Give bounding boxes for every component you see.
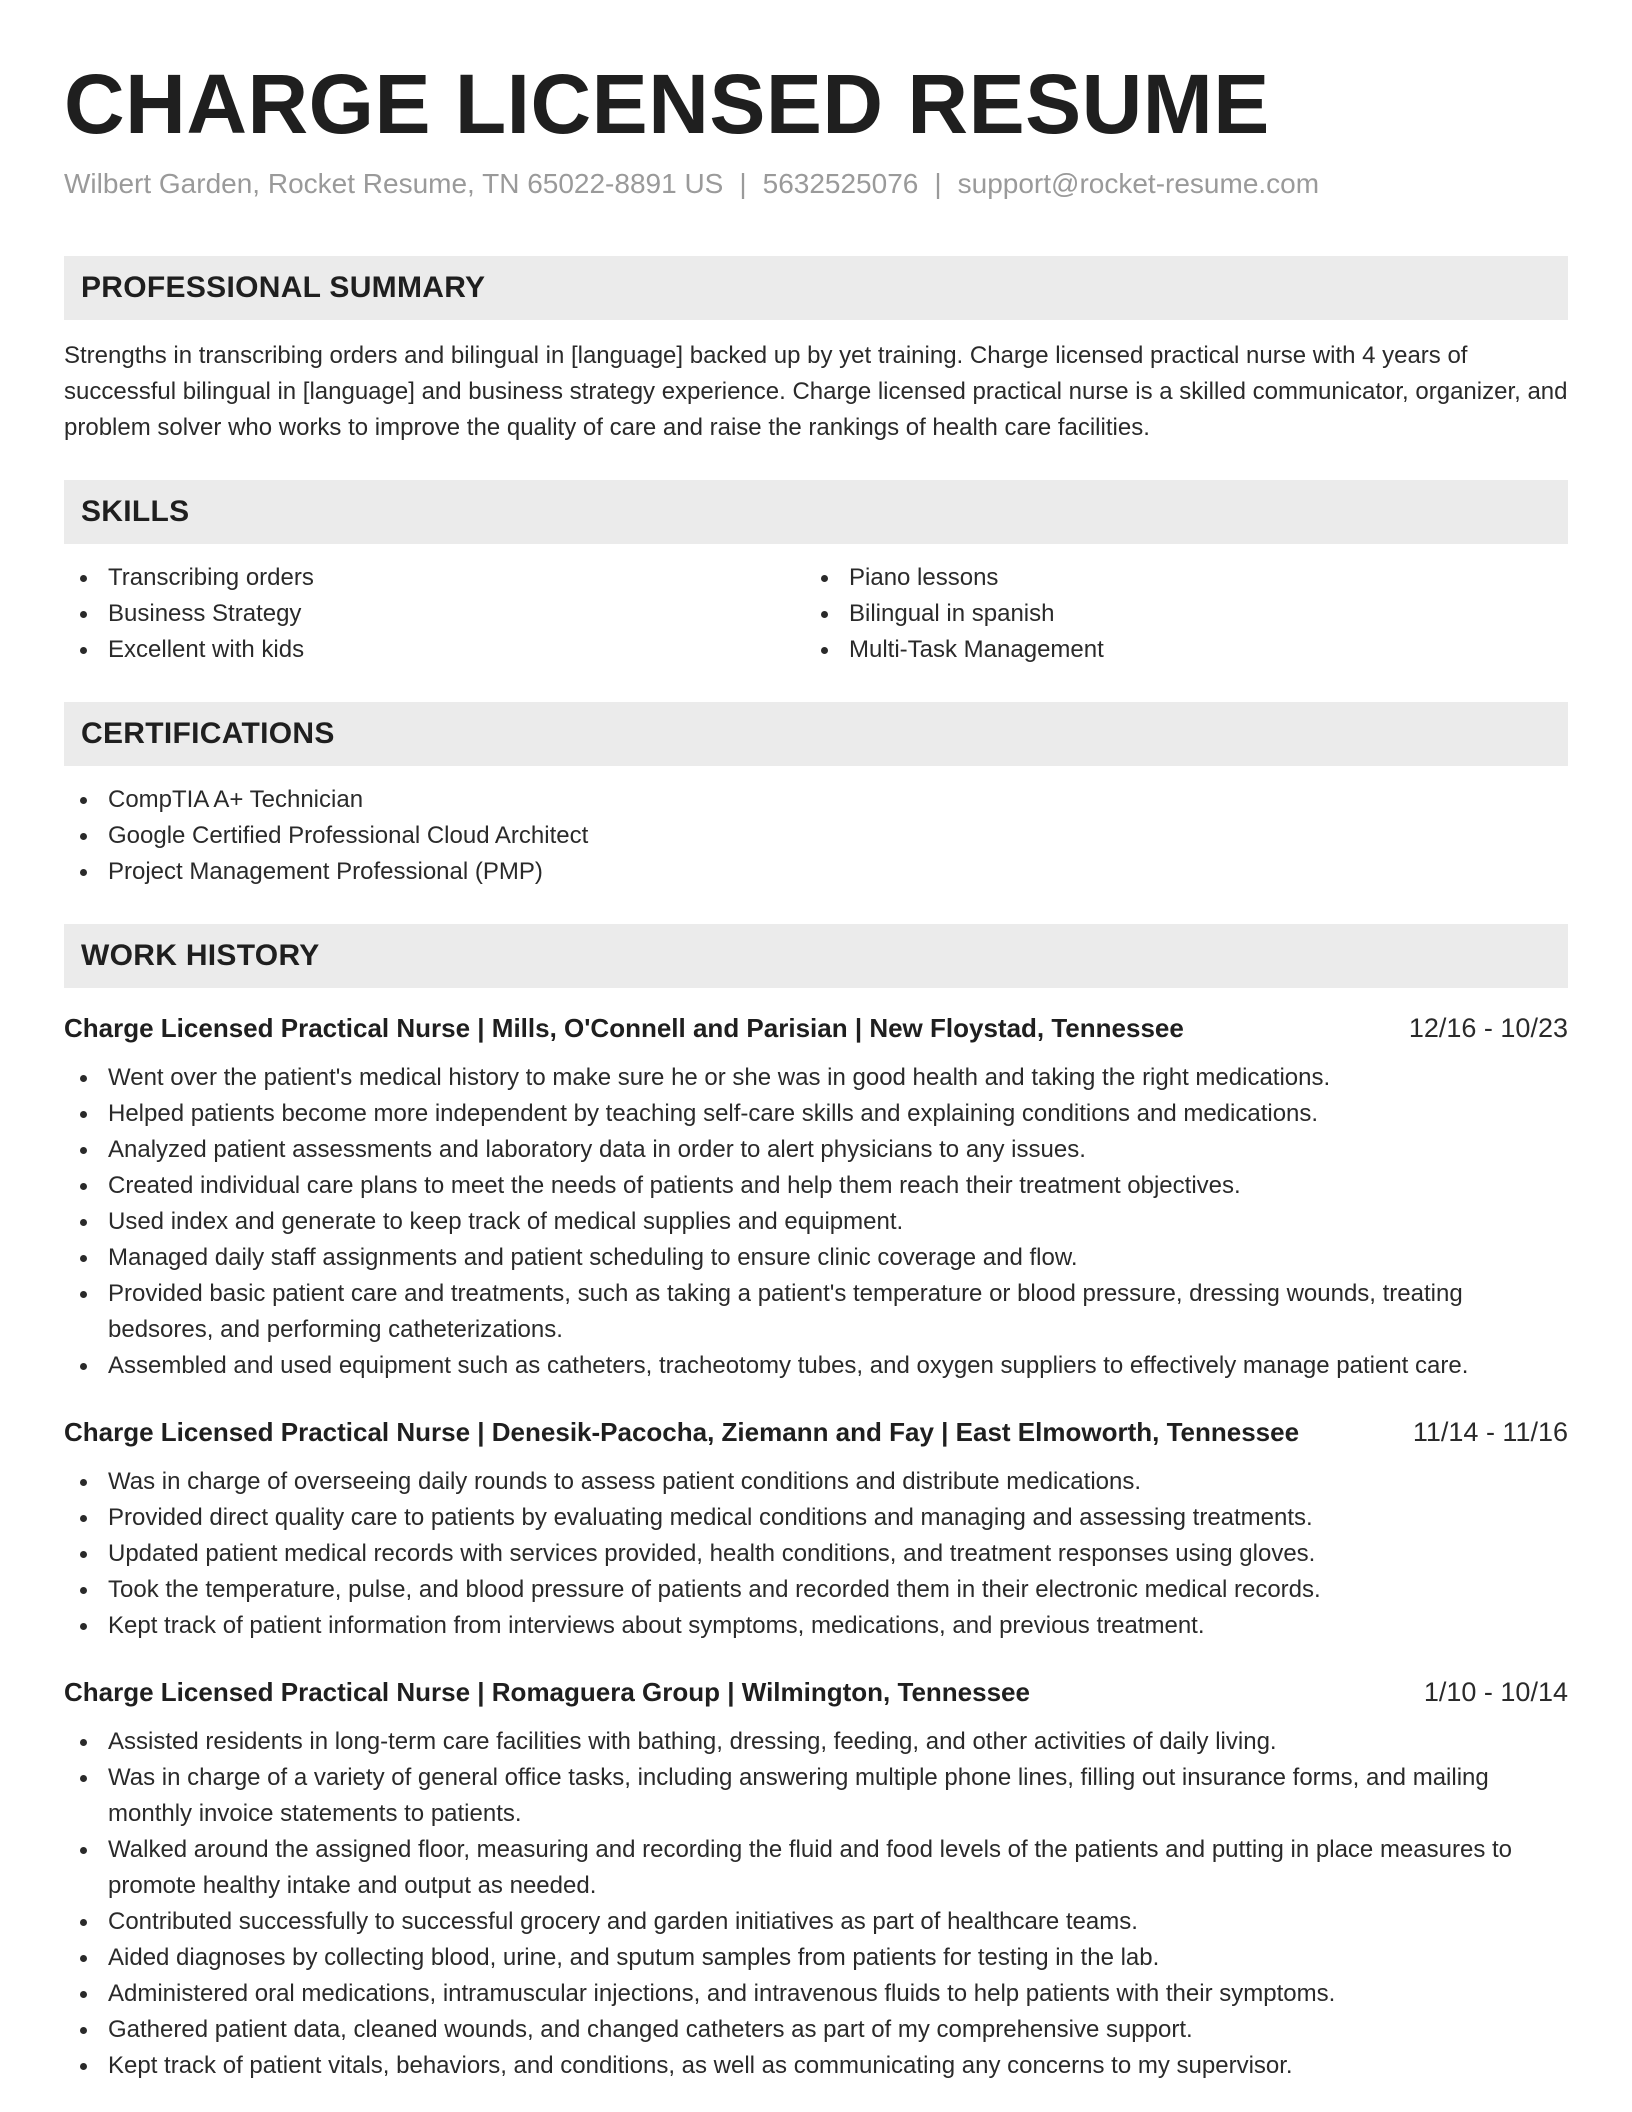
certifications-section — [64, 702, 1568, 890]
job-duties — [64, 1464, 1568, 1644]
skills-list-right — [805, 560, 1568, 668]
contact-separator: | — [934, 168, 942, 199]
skill-item: Excellent with kids — [64, 632, 805, 668]
job-title: Charge Licensed Practical Nurse | Mills, O'Connell and Parisian | New Floystad, Tennessee — [64, 1013, 1184, 1043]
duty-item: Kept track of patient vitals, behaviors, and conditions, as well as communicating any concerns to my supervisor. — [64, 2048, 1568, 2084]
duty-item: Kept track of patient information from interviews about symptoms, medications, and previous treatment. — [64, 1608, 1568, 1644]
summary-section — [64, 256, 1568, 446]
duty-item: Provided basic patient care and treatments, such as taking a patient's temperature or blood pressure, dressing wounds, treating bedsores, and performing catheterizations. — [64, 1276, 1568, 1348]
skill-item: Business Strategy — [64, 596, 805, 632]
certifications-heading: CERTIFICATIONS — [64, 702, 1568, 766]
job-title: Charge Licensed Practical Nurse | Romaguera Group | Wilmington, Tennessee — [64, 1677, 1030, 1707]
duty-item: Provided direct quality care to patients by evaluating medical conditions and managing and assessing treatments. — [64, 1500, 1568, 1536]
job-title: Charge Licensed Practical Nurse | Denesik-Pacocha, Ziemann and Fay | East Elmoworth, Tennessee — [64, 1417, 1300, 1447]
duty-item: Used index and generate to keep track of medical supplies and equipment. — [64, 1204, 1568, 1240]
job-header — [64, 1010, 1568, 1046]
skills-heading: SKILLS — [64, 480, 1568, 544]
duty-item: Contributed successfully to successful grocery and garden initiatives as part of healthcare teams. — [64, 1904, 1568, 1940]
certification-item: CompTIA A+ Technician — [64, 782, 1568, 818]
job-duties — [64, 1060, 1568, 1384]
job-dates: 1/10 - 10/14 — [1423, 1677, 1568, 1707]
duty-item: Assisted residents in long-term care facilities with bathing, dressing, feeding, and other activities of daily living. — [64, 1724, 1568, 1760]
job-entry — [64, 1674, 1568, 2084]
certification-item: Project Management Professional (PMP) — [64, 854, 1568, 890]
work-history-heading: WORK HISTORY — [64, 924, 1568, 988]
duty-item: Assembled and used equipment such as catheters, tracheotomy tubes, and oxygen suppliers to effectively manage patient care. — [64, 1348, 1568, 1384]
skills-grid — [64, 544, 1568, 668]
job-entry — [64, 1010, 1568, 1384]
summary-heading: PROFESSIONAL SUMMARY — [64, 256, 1568, 320]
duty-item: Went over the patient's medical history to make sure he or she was in good health and taking the right medications. — [64, 1060, 1568, 1096]
job-entry — [64, 1414, 1568, 1644]
skill-item: Transcribing orders — [64, 560, 805, 596]
duty-item: Updated patient medical records with services provided, health conditions, and treatment responses using gloves. — [64, 1536, 1568, 1572]
work-history-section — [64, 924, 1568, 2084]
duty-item: Was in charge of a variety of general office tasks, including answering multiple phone lines, filling out insurance forms, and mailing monthly invoice statements to patients. — [64, 1760, 1568, 1832]
skill-item: Bilingual in spanish — [805, 596, 1568, 632]
job-header — [64, 1674, 1568, 1710]
contact-email: support@rocket-resume.com — [957, 168, 1320, 199]
job-duties — [64, 1724, 1568, 2084]
duty-item: Analyzed patient assessments and laboratory data in order to alert physicians to any issues. — [64, 1132, 1568, 1168]
resume-title: CHARGE LICENSED RESUME — [64, 57, 1270, 151]
certifications-list — [64, 782, 1568, 890]
duty-item: Helped patients become more independent by teaching self-care skills and explaining conditions and medications. — [64, 1096, 1568, 1132]
duty-item: Administered oral medications, intramuscular injections, and intravenous fluids to help patients with their symptoms. — [64, 1976, 1568, 2012]
job-dates: 12/16 - 10/23 — [1408, 1013, 1568, 1043]
job-dates: 11/14 - 11/16 — [1412, 1417, 1568, 1447]
certification-item: Google Certified Professional Cloud Architect — [64, 818, 1568, 854]
duty-item: Managed daily staff assignments and patient scheduling to ensure clinic coverage and flow. — [64, 1240, 1568, 1276]
contact-line — [64, 166, 1568, 202]
duty-item: Walked around the assigned floor, measuring and recording the fluid and food levels of the patients and putting in place measures to promote healthy intake and output as needed. — [64, 1832, 1568, 1904]
skill-item: Multi-Task Management — [805, 632, 1568, 668]
contact-separator: | — [739, 168, 747, 199]
duty-item: Took the temperature, pulse, and blood pressure of patients and recorded them in their electronic medical records. — [64, 1572, 1568, 1608]
duty-item: Was in charge of overseeing daily rounds to assess patient conditions and distribute medications. — [64, 1464, 1568, 1500]
summary-text: Strengths in transcribing orders and bilingual in [language] backed up by yet training. Charge licensed practical nurse with 4 years of successful bilingual in [language] and business strategy experience. Charge licensed practical nurse is a skilled communicator, organizer, and problem solver who works to improve the quality of care and raise the rankings of health care facilities. — [64, 342, 1568, 441]
job-header — [64, 1414, 1568, 1450]
duty-item: Created individual care plans to meet the needs of patients and help them reach their treatment objectives. — [64, 1168, 1568, 1204]
duty-item: Aided diagnoses by collecting blood, urine, and sputum samples from patients for testing in the lab. — [64, 1940, 1568, 1976]
contact-phone: 5632525076 — [762, 168, 919, 199]
skills-list-left — [64, 560, 805, 668]
duty-item: Gathered patient data, cleaned wounds, and changed catheters as part of my comprehensive support. — [64, 2012, 1568, 2048]
skill-item: Piano lessons — [805, 560, 1568, 596]
skills-section — [64, 480, 1568, 668]
contact-address: Wilbert Garden, Rocket Resume, TN 65022-8891 US — [64, 168, 724, 199]
